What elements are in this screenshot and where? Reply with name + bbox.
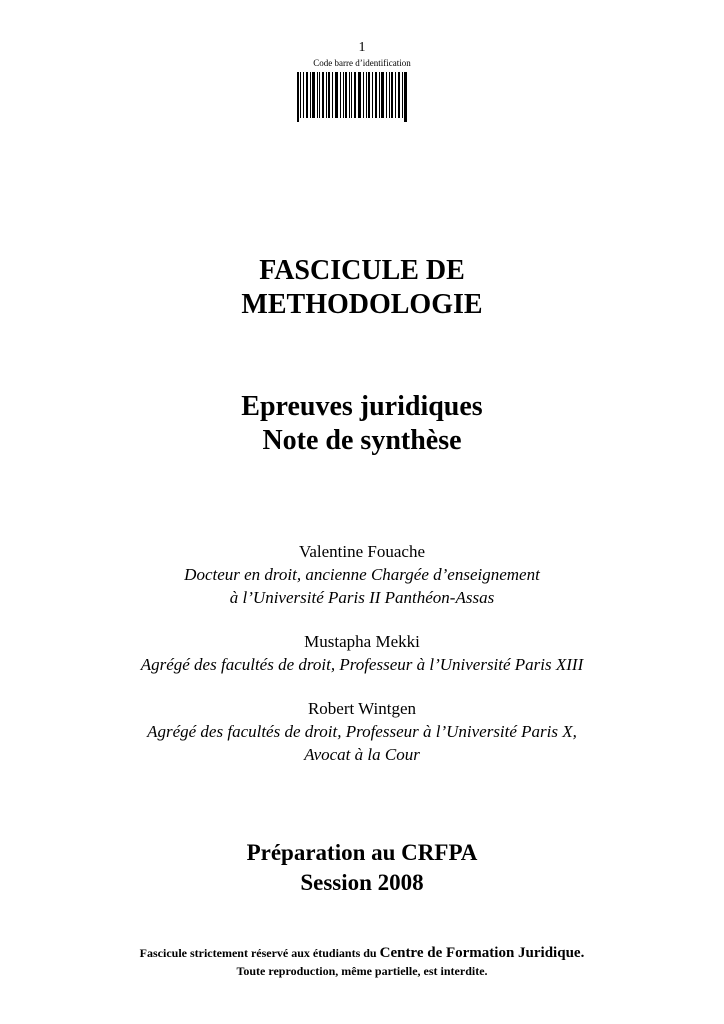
author-role-line: Docteur en droit, ancienne Chargée d’enseignement — [184, 565, 540, 584]
subtitle-line-1: Epreuves juridiques — [241, 391, 483, 422]
barcode-icon — [297, 72, 407, 122]
title-line-1: FASCICULE DE — [259, 255, 465, 286]
author-name: Mustapha Mekki — [304, 632, 420, 651]
reproduction-notice — [0, 944, 724, 980]
author-role-line: Agrégé des facultés de droit, Professeur à l’Université Paris XIII — [140, 655, 584, 674]
preparation-line-2: Session 2008 — [300, 870, 424, 895]
notice-organization: Centre de Formation Juridique. — [379, 945, 585, 961]
barcode-caption: Code barre d’identification — [313, 58, 411, 68]
author-block-3 — [0, 697, 724, 766]
author-role-line: Avocat à la Cour — [304, 745, 420, 764]
author-block-2 — [0, 630, 724, 676]
title-line-2: METHODOLOGIE — [241, 289, 483, 320]
preparation-block — [0, 838, 724, 898]
author-role-line: à l’Université Paris II Panthéon-Assas — [229, 588, 495, 607]
notice-prefix: Fascicule strictement réservé aux étudiants du — [139, 946, 380, 960]
document-title — [0, 254, 724, 322]
subtitle-line-2: Note de synthèse — [262, 425, 462, 456]
author-name: Valentine Fouache — [298, 542, 426, 561]
author-role-line: Agrégé des facultés de droit, Professeur à l’Université Paris X, — [147, 722, 577, 741]
document-subtitle — [0, 390, 724, 458]
preparation-line-1: Préparation au CRFPA — [246, 840, 478, 865]
notice-line-2: Toute reproduction, même partielle, est interdite. — [236, 964, 488, 978]
author-name: Robert Wintgen — [307, 699, 417, 718]
author-block-1 — [0, 540, 724, 609]
notice-line-1 — [0, 944, 724, 962]
page-number: 1 — [358, 40, 366, 55]
